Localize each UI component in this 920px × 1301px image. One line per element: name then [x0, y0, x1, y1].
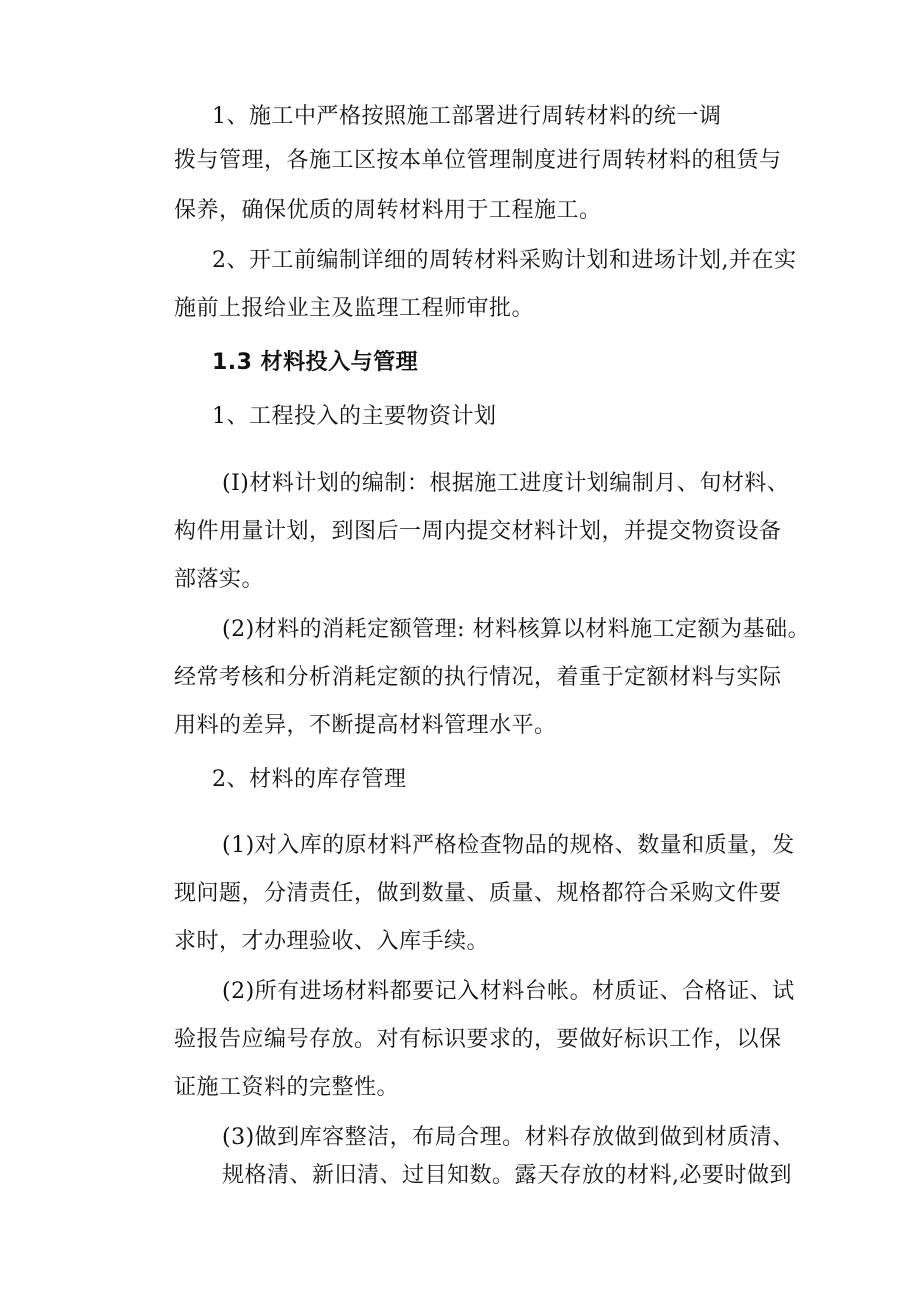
- paragraph-1-line-2: 拨与管理，各施工区按本单位管理制度进行周转材料的租赁与: [174, 148, 782, 173]
- item-1-2-line-3: 用料的差异，不断提高材料管理水平。: [174, 713, 557, 738]
- paragraph-2-line-1: 2、开工前编制详细的周转材料采购计划和进场计划,并在实: [212, 248, 797, 273]
- item-2-1-line-1: (1)对入库的原材料严格检查物品的规格、数量和质量，发: [222, 833, 795, 858]
- item-2-2-line-3: 证施工资料的完整性。: [174, 1075, 400, 1100]
- paragraph-2-line-2: 施前上报给业主及监理工程师审批。: [174, 296, 535, 321]
- item-2-2-line-2: 验报告应编号存放。对有标识要求的，要做好标识工作，以保: [174, 1027, 782, 1052]
- subsection-1-title: 1、工程投入的主要物资计划: [212, 404, 497, 429]
- item-1-2-line-1: (2)材料的消耗定额管理: 材料核算以材料施工定额为基础。: [222, 617, 811, 642]
- item-1-1-line-2: 构件用量计划，到图后一周内提交材料计划，并提交物资设备: [174, 519, 782, 544]
- section-heading: 1.3 材料投入与管理: [212, 350, 419, 375]
- paragraph-1-line-1: 1、施工中严格按照施工部署进行周转材料的统一调: [212, 104, 722, 129]
- item-2-2-line-1: (2)所有进场材料都要记入材料台帐。材质证、合格证、试: [222, 979, 795, 1004]
- item-2-1-line-3: 求时，才办理验收、入库手续。: [174, 929, 490, 954]
- item-1-2-line-2: 经常考核和分析消耗定额的执行情况，着重于定额材料与实际: [174, 665, 782, 690]
- item-2-1-line-2: 现问题，分清责任，做到数量、质量、规格都符合采购文件要: [174, 881, 782, 906]
- item-2-3-line-2: 规格清、新旧清、过目知数。露天存放的材料,必要时做到: [222, 1163, 792, 1188]
- item-1-1-line-3: 部落实。: [174, 567, 265, 592]
- item-2-3-line-1: (3)做到库容整洁，布局合理。材料存放做到做到材质清、: [222, 1125, 795, 1150]
- item-1-1-line-1: (I)材料计划的编制：根据施工进度计划编制月、旬材料、: [222, 471, 790, 496]
- subsection-2-title: 2、材料的库存管理: [212, 767, 407, 792]
- paragraph-1-line-3: 保养，确保优质的周转材料用于工程施工。: [174, 198, 602, 223]
